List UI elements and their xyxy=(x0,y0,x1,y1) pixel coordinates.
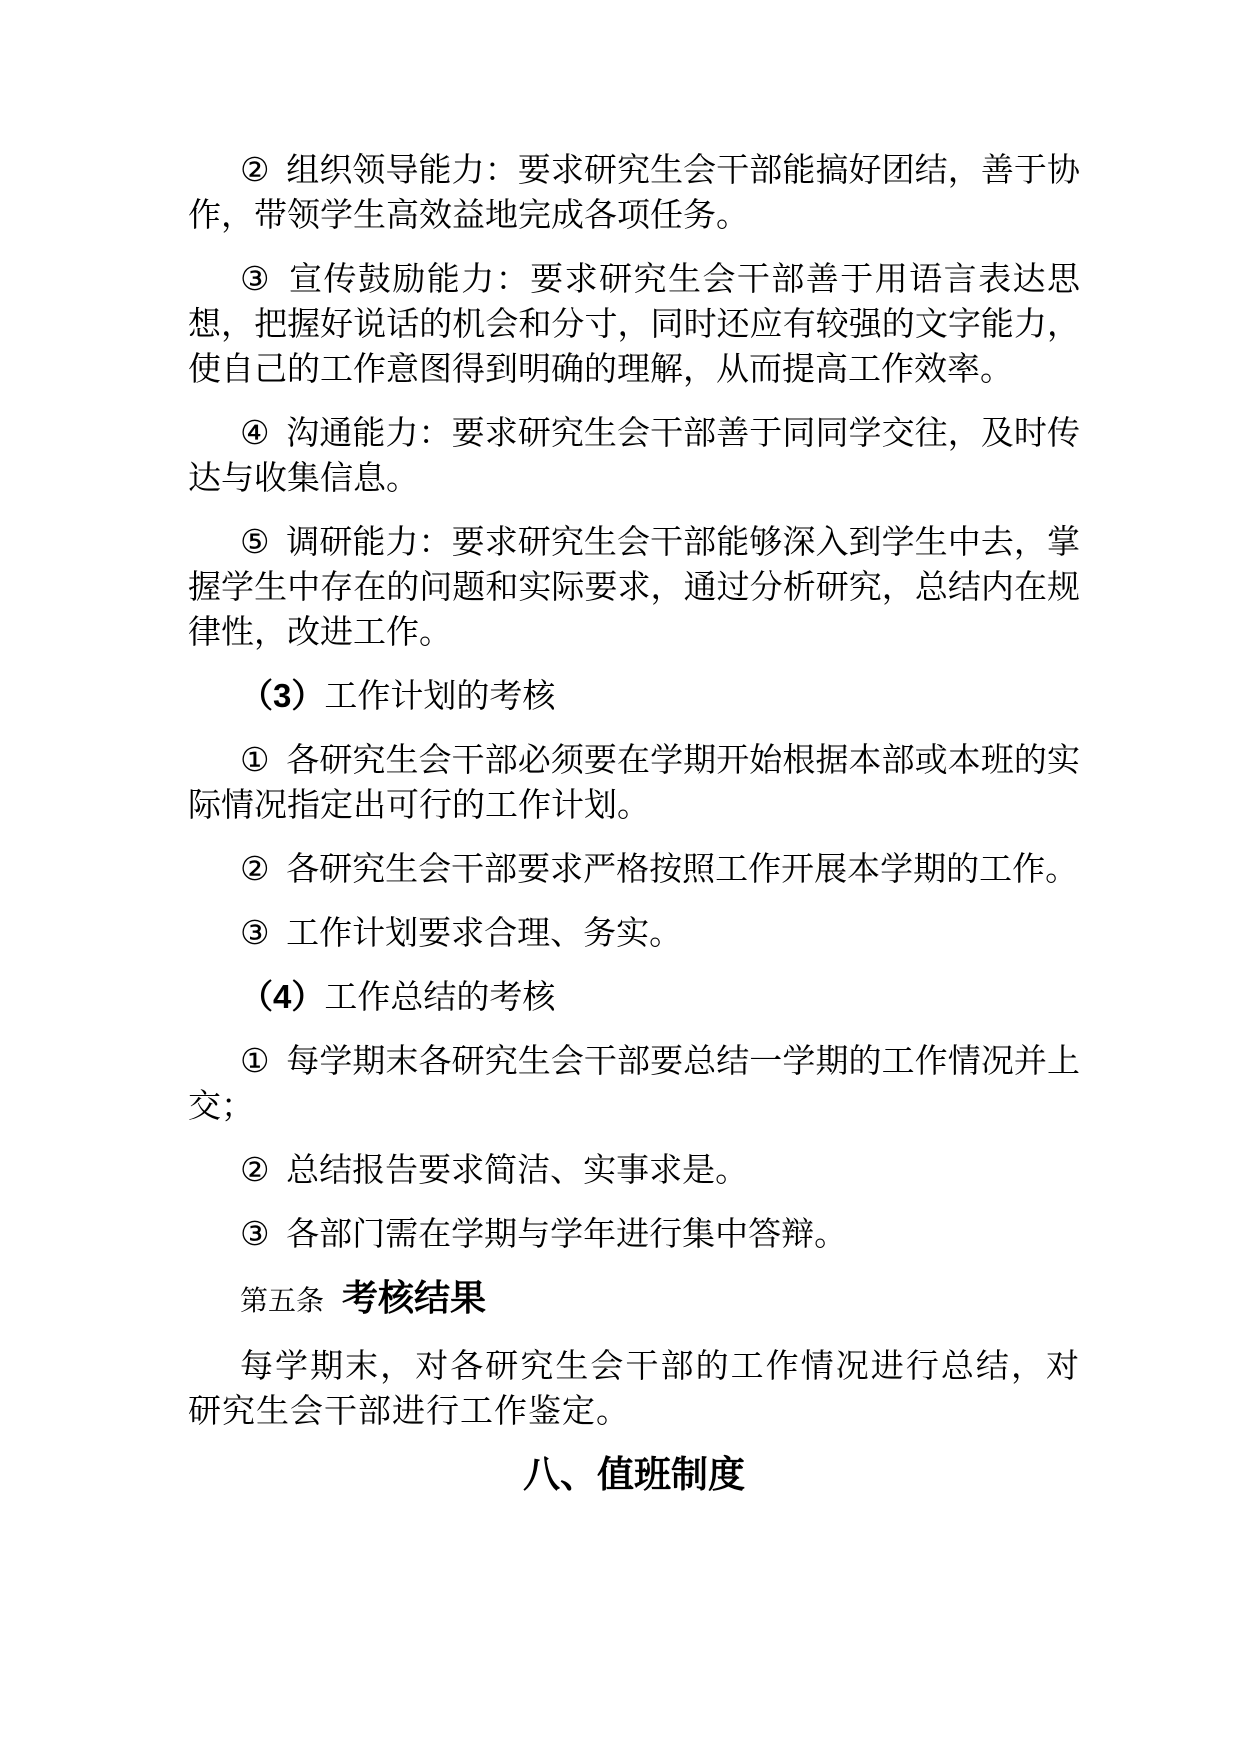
sub-heading xyxy=(188,673,1080,718)
sub-heading-number: （4） xyxy=(240,978,325,1015)
list-item-paragraph: ③ 宣传鼓励能力：要求研究生会干部善于用语言表达思想，把握好说话的机会和分寸，同时还应有较强的文字能力，使自己的工作意图得到明确的理解，从而提高工作效率。 xyxy=(188,260,1080,387)
list-item-paragraph: ④ 沟通能力：要求研究生会干部善于同同学交往，及时传达与收集信息。 xyxy=(188,414,1080,496)
clause-number: 第五条 xyxy=(240,1286,325,1317)
list-item-paragraph: ① 各研究生会干部必须要在学期开始根据本部或本班的实际情况指定出可行的工作计划。 xyxy=(188,741,1080,823)
list-item-paragraph: ② 组织领导能力：要求研究生会干部能搞好团结，善于协作，带领学生高效益地完成各项任务。 xyxy=(188,151,1080,233)
clause-title: 考核结果 xyxy=(342,1277,487,1318)
sub-heading-number: （3） xyxy=(240,677,325,714)
section-title: 八、值班制度 xyxy=(523,1454,745,1495)
list-item-paragraph: ③ 工作计划要求合理、务实。 xyxy=(240,914,683,951)
list-item-paragraph: ① 每学期末各研究生会干部要总结一学期的工作情况并上交； xyxy=(188,1042,1080,1124)
sub-heading xyxy=(188,974,1080,1019)
list-item-paragraph: ② 总结报告要求简洁、实事求是。 xyxy=(240,1151,749,1188)
document-content xyxy=(188,147,1080,1516)
sub-heading-title: 工作总结的考核 xyxy=(324,978,556,1015)
list-item-paragraph: ③ 各部门需在学期与学年进行集中答辩。 xyxy=(240,1215,848,1252)
list-item-paragraph: ⑤ 调研能力：要求研究生会干部能够深入到学生中去，掌握学生中存在的问题和实际要求，通过分析研究，总结内在规律性，改进工作。 xyxy=(188,523,1080,650)
list-item-paragraph: ② 各研究生会干部要求严格按照工作开展本学期的工作。 xyxy=(240,850,1079,887)
sub-heading-title: 工作计划的考核 xyxy=(324,677,556,714)
body-paragraph: 每学期末，对各研究生会干部的工作情况进行总结，对研究生会干部进行工作鉴定。 xyxy=(188,1347,1080,1429)
clause-heading xyxy=(188,1275,1080,1324)
